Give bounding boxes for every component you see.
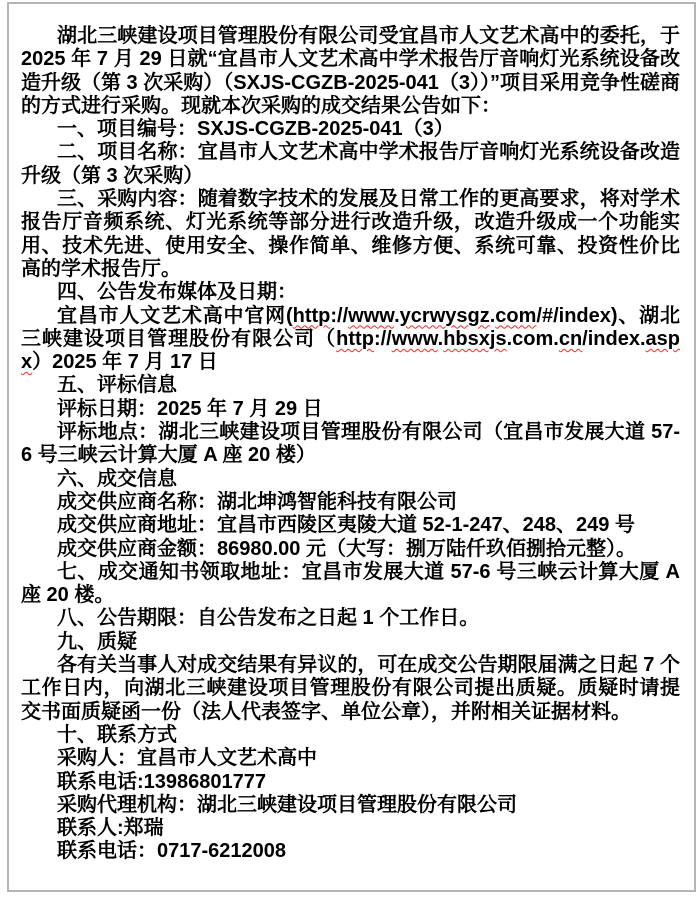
text-run: 九、质疑 [57,630,137,653]
text-run: 宜昌市人文艺术高中官网( [57,304,293,327]
text-run: :// [373,327,392,350]
agency-contact [21,817,680,840]
contact-heading [21,724,680,747]
spellcheck-underlined-text: www [348,304,395,327]
text-run: 一、项目编号：SXJS-CGZB-2025-041（3） [57,118,454,141]
agency [21,794,680,817]
text-run: 成交供应商名称：湖北坤鸿智能科技有限公司 [57,490,457,513]
text-run: 成交供应商地址：宜昌市西陵区夷陵大道 52-1-247、248、249 号 [57,514,635,537]
spellcheck-underlined-text: http [292,304,331,327]
publish-media-detail [21,305,680,375]
notice-pickup-address [21,561,680,608]
purchaser [21,747,680,770]
project-number [21,118,680,141]
text-run: 二、项目名称：宜昌市人文艺术高中学术报告厅音响灯光系统设备改造升级（第 3 次采购） [21,141,680,187]
purchaser-phone [21,771,680,794]
spellcheck-underlined-text: cn [558,327,583,350]
text-run: 湖北三峡建设项目管理股份有限公司受宜昌市人文艺术高中的委托，于 2025 年 7 月 29 日就“宜昌市人文艺术高中学术报告厅音响灯光系统设备改造升级（第 3 次采购）（SXJS-CGZB-2025-041（3））”项目采用竞争性磋商的方式进行采购。现就本次采购的成交结果公告如下： [21,25,681,117]
spellcheck-underlined-text: hbsxjs [443,327,507,350]
announcement-period [21,607,680,630]
intro-paragraph [21,25,680,118]
objection-detail [21,654,680,724]
objection-heading [21,631,680,654]
supplier-name [21,491,680,514]
award-amount [21,538,680,561]
text-run: 评标日期：2025 年 7 月 29 日 [57,397,323,420]
document-page [7,2,696,892]
text-run: 六、成交信息 [57,467,177,490]
spellcheck-underlined-text: http [336,327,374,350]
text-run: 四、公告发布媒体及日期： [57,281,297,304]
spellcheck-underlined-text: www [391,327,438,350]
text-run: :// [330,304,349,327]
text-run: 五、评标信息 [57,374,177,397]
text-run: . [489,304,496,327]
text-run: 联系电话:13986801777 [57,770,267,793]
text-run: . [394,304,400,327]
project-name [21,141,680,188]
publish-media-heading [21,281,680,304]
text-run: 成交供应商金额：86980.00 元（大写：捌万陆仟玖佰捌拾元整）。 [57,537,636,560]
spellcheck-underlined-text: aspx [21,327,680,374]
document-body [21,25,680,864]
text-run: 七、成交通知书领取地址：宜昌市发展大道 57-6 号三峡云计算大厦 A 座 20 楼。 [21,560,680,607]
text-run: 采购代理机构：湖北三峡建设项目管理股份有限公司 [57,793,517,816]
text-run: 八、公告期限：自公告发布之日起 1 个工作日。 [57,607,480,630]
text-run: 采购人：宜昌市人文艺术高中 [57,747,317,770]
spellcheck-underlined-text: ycrwysgz [399,304,490,327]
procurement-content [21,188,680,281]
spellcheck-underlined-text: com [495,304,537,327]
agency-phone [21,840,680,863]
text-run: /#/index)、湖北三峡建设项目管理股份有限公司（ [21,304,680,350]
text-run: 十、联系方式 [57,723,177,746]
evaluation-date [21,398,680,421]
award-heading [21,468,680,491]
text-run: . [437,327,444,350]
text-run: 联系人:郑瑞 [57,817,164,840]
evaluation-location [21,421,680,468]
text-run: .com. [506,327,559,350]
text-run: 各有关当事人对成交结果有异议的，可在成交公告期限届满之日起 7 个工作日内，向湖北三峡建设项目管理股份有限公司提出质疑。质疑时请提交书面质疑函一份（法人代表签字、单位公章），并附相关证据材料。 [21,654,680,723]
text-run: ）2025 年 7 月 17 日 [32,351,218,374]
supplier-address [21,514,680,537]
text-run: 评标地点：湖北三峡建设项目管理股份有限公司（宜昌市发展大道 57-6 号三峡云计算大厦 A 座 20 楼） [21,421,680,467]
text-run: /index. [582,327,646,350]
evaluation-heading [21,374,680,397]
text-run: 三、采购内容：随着数字技术的发展及日常工作的更高要求，将对学术报告厅音频系统、灯光系统等部分进行改造升级，改造升级成一个功能实用、技术先进、使用安全、操作简单、维修方便、系统可靠、投资性价比高的学术报告厅。 [21,188,680,280]
text-run: 联系电话：0717-6212008 [57,840,287,863]
